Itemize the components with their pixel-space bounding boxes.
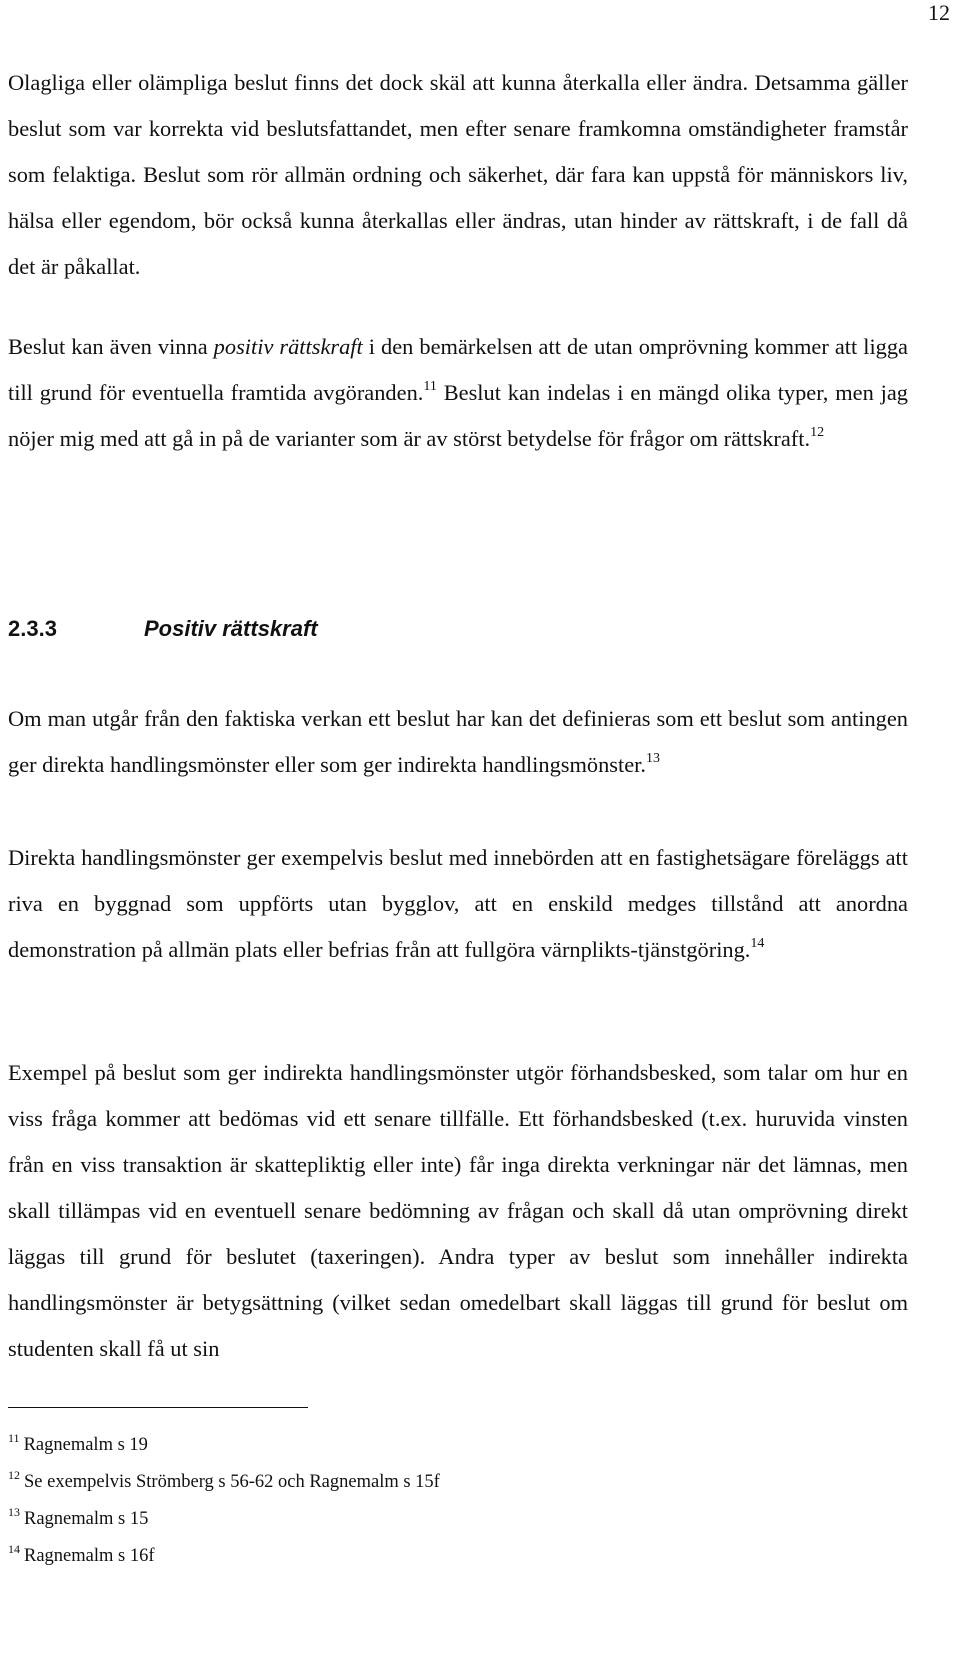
paragraph-4-text: Direkta handlingsmönster ger exempelvis beslut med innebörden att en fastighetsägare föreläggs att riva en byggnad som uppförts utan bygglov, att en enskild medges tillstånd att anordna demonstration på allmän plats eller befrias från att fullgöra värnplikts-tjänstgöring. [8, 845, 908, 962]
footnote-ref-14[interactable]: 14 [750, 936, 765, 951]
paragraph-2 [8, 324, 908, 462]
paragraph-3-text: Om man utgår från den faktiska verkan ett beslut har kan det definieras som ett beslut som antingen ger direkta handlingsmönster eller som ger indirekta handlingsmönster. [8, 706, 908, 777]
footnote-ref-11[interactable]: 11 [423, 379, 437, 394]
footnote-text: Se exempelvis Strömberg s 56-62 och Ragnemalm s 15f [24, 1472, 440, 1492]
paragraph-2-emphasis: positiv rättskraft [213, 334, 363, 359]
footnote-ref-12[interactable]: 12 [810, 425, 825, 440]
footnote-text: Ragnemalm s 16f [24, 1546, 155, 1566]
page-number: 12 [928, 0, 950, 25]
footnote-12 [8, 1464, 440, 1501]
section-heading [8, 616, 318, 642]
footnote-13 [8, 1501, 440, 1538]
footnote-separator [8, 1407, 308, 1408]
footnote-text: Ragnemalm s 15 [24, 1509, 149, 1529]
footnotes [8, 1427, 440, 1575]
paragraph-5-text: Exempel på beslut som ger indirekta handlingsmönster utgör förhandsbesked, som talar om hur en viss fråga kommer att bedömas vid ett senare tillfälle. Ett förhandsbesked (t.ex. huruvida vinsten från en viss transaktion är skattepliktig eller inte) får inga direkta verkningar när det lämnas, men skall tillämpas vid en eventuell senare bedömning av frågan och skall då utan omprövning direkt läggas till grund för beslutet (taxeringen). Andra typer av beslut som innehåller indirekta handlingsmönster är betygsättning (vilket sedan omedelbart skall läggas till grund för beslut om studenten skall få ut sin [8, 1060, 908, 1361]
footnote-11 [8, 1427, 440, 1464]
footnote-14 [8, 1538, 440, 1575]
paragraph-2-text-a: Beslut kan även vinna [8, 334, 214, 359]
section-title: Positiv rättskraft [144, 616, 318, 641]
footnote-ref-13[interactable]: 13 [645, 751, 660, 766]
footnote-number: 14 [8, 1542, 20, 1556]
paragraph-2-text-c: Beslut kan indelas i en mängd olika typer, men jag nöjer mig med att gå in på de varianter som är av störst betydelse för frågor om rättskraft. [8, 380, 909, 451]
paragraph-5 [8, 1050, 908, 1372]
paragraph-4 [8, 835, 908, 973]
section-number: 2.3.3 [8, 616, 57, 641]
footnote-number: 13 [8, 1505, 20, 1519]
paragraph-2-text-b: i den bemärkelsen att de utan omprövning kommer att ligga till grund för eventuella framtida avgöranden. [8, 334, 908, 405]
footnote-text: Ragnemalm s 19 [23, 1435, 148, 1455]
footnote-number: 11 [8, 1431, 20, 1445]
paragraph-1-text: Olagliga eller olämpliga beslut finns det dock skäl att kunna återkalla eller ändra. Detsamma gäller beslut som var korrekta vid beslutsfattandet, men efter senare framkomna omständigheter framstår som felaktiga. Beslut som rör allmän ordning och säkerhet, där fara kan uppstå för människors liv, hälsa eller egendom, bör också kunna återkallas eller ändras, utan hinder av rättskraft, i de fall då det är påkallat. [8, 70, 908, 279]
paragraph-3 [8, 696, 908, 788]
footnote-number: 12 [8, 1468, 20, 1482]
paragraph-1 [8, 60, 908, 290]
